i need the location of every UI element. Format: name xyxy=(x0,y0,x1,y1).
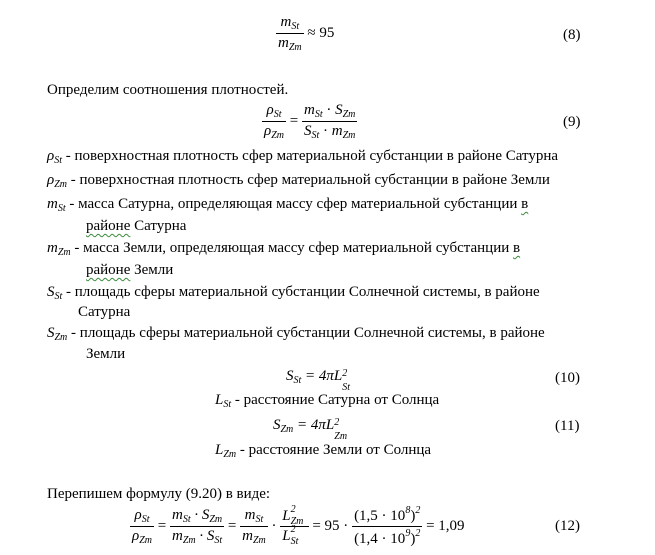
eq10-number: (10) xyxy=(555,370,580,386)
eq8-rhs: ≈ 95 xyxy=(307,24,335,41)
eq9-number: (9) xyxy=(563,114,581,130)
eq12-frac-ms: $\frac{m_{St} \cdot S_{Zm}}{m_{Zm} \cdot S_{St}}$ xyxy=(171,507,223,546)
eq11-number: (11) xyxy=(555,418,580,434)
eq12-frac-m: $\frac{m_{St}}{m_{Zm}}$ xyxy=(242,507,266,546)
rewrite-intro: Перепишем формулу (9.20) в виде: xyxy=(47,486,271,502)
def-m-zm-cont: районе Земли xyxy=(86,262,174,278)
def-s-zm-cont: Земли xyxy=(86,346,126,362)
eq9-rhs-fraction: $\frac{m_{St} \cdot S_{Zm}}{S_{St} \cdot m_{Zm}}$ xyxy=(303,102,356,141)
equation-11: $S_{Zm} = 4\pi L$ 2 Zm xyxy=(273,417,348,442)
equation-12: $\frac{\rho_{St}}{\rho_{Zm}}$ = $\frac{m_{St} \cdot S_{Zm}}{m_{Zm} \cdot S_{St}}$ = $\frac{m_{St}}{m_{Zm}}$ · L 2 Zm L 2 St = 95 · $\frac{(1,5 \cdot 10^8)^2}{(1,4 \cdot 10^9)^2}$ = 1,09 xyxy=(132,504,465,547)
def-m-st-cont: районе Сатурна xyxy=(86,218,187,234)
eq8-fraction: $\frac{m_{St}}{m_{Zm}}$ xyxy=(278,14,302,53)
def-s-st-cont: Сатурна xyxy=(78,304,131,320)
eq12-frac-l: L 2 Zm L 2 St xyxy=(280,508,308,545)
def-m-zm: $m_{Zm}$ - масса Земли, определяющая массу сфер материальной субстанции в xyxy=(47,240,521,258)
def-s-st: $S_{St}$ - площадь сферы материальной субстанции Солнечной системы, в районе xyxy=(47,284,540,302)
def-s-zm: $S_{Zm}$ - площадь сферы материальной субстанции Солнечной системы, в районе xyxy=(47,325,545,343)
eq12-number: (12) xyxy=(555,518,580,534)
eq8-number: (8) xyxy=(563,27,581,43)
intro-density: Определим соотношения плотностей. xyxy=(47,82,289,98)
def-l-st: $L_{St}$ - расстояние Сатурна от Солнца xyxy=(215,392,440,410)
equation-10: $S_{St} = 4\pi L$ 2 St xyxy=(286,368,351,393)
def-rho-zm: $\rho_{Zm}$ - поверхностная плотность сфер материальной субстанции в районе Земли xyxy=(47,172,550,190)
eq9-lhs-fraction: $\frac{\rho_{St}}{\rho_{Zm}}$ xyxy=(264,102,284,141)
def-m-st: $m_{St}$ - масса Сатурна, определяющая массу сфер материальной субстанции в xyxy=(47,196,529,214)
eq12-frac-values: $\frac{(1,5 \cdot 10^8)^2}{(1,4 \cdot 10^9)^2}$ xyxy=(354,505,421,547)
def-l-zm: $L_{Zm}$ - расстояние Земли от Солнца xyxy=(215,442,432,460)
equation-9: $\frac{\rho_{St}}{\rho_{Zm}}$ = $\frac{m_{St} \cdot S_{Zm}}{S_{St} \cdot m_{Zm}}$ xyxy=(264,102,356,141)
def-rho-st: $\rho_{St}$ - поверхностная плотность сфер материальной субстанции в районе Сатурна xyxy=(47,148,559,166)
eq12-frac-rho: $\frac{\rho_{St}}{\rho_{Zm}}$ xyxy=(132,507,152,546)
equation-8 xyxy=(276,14,334,53)
